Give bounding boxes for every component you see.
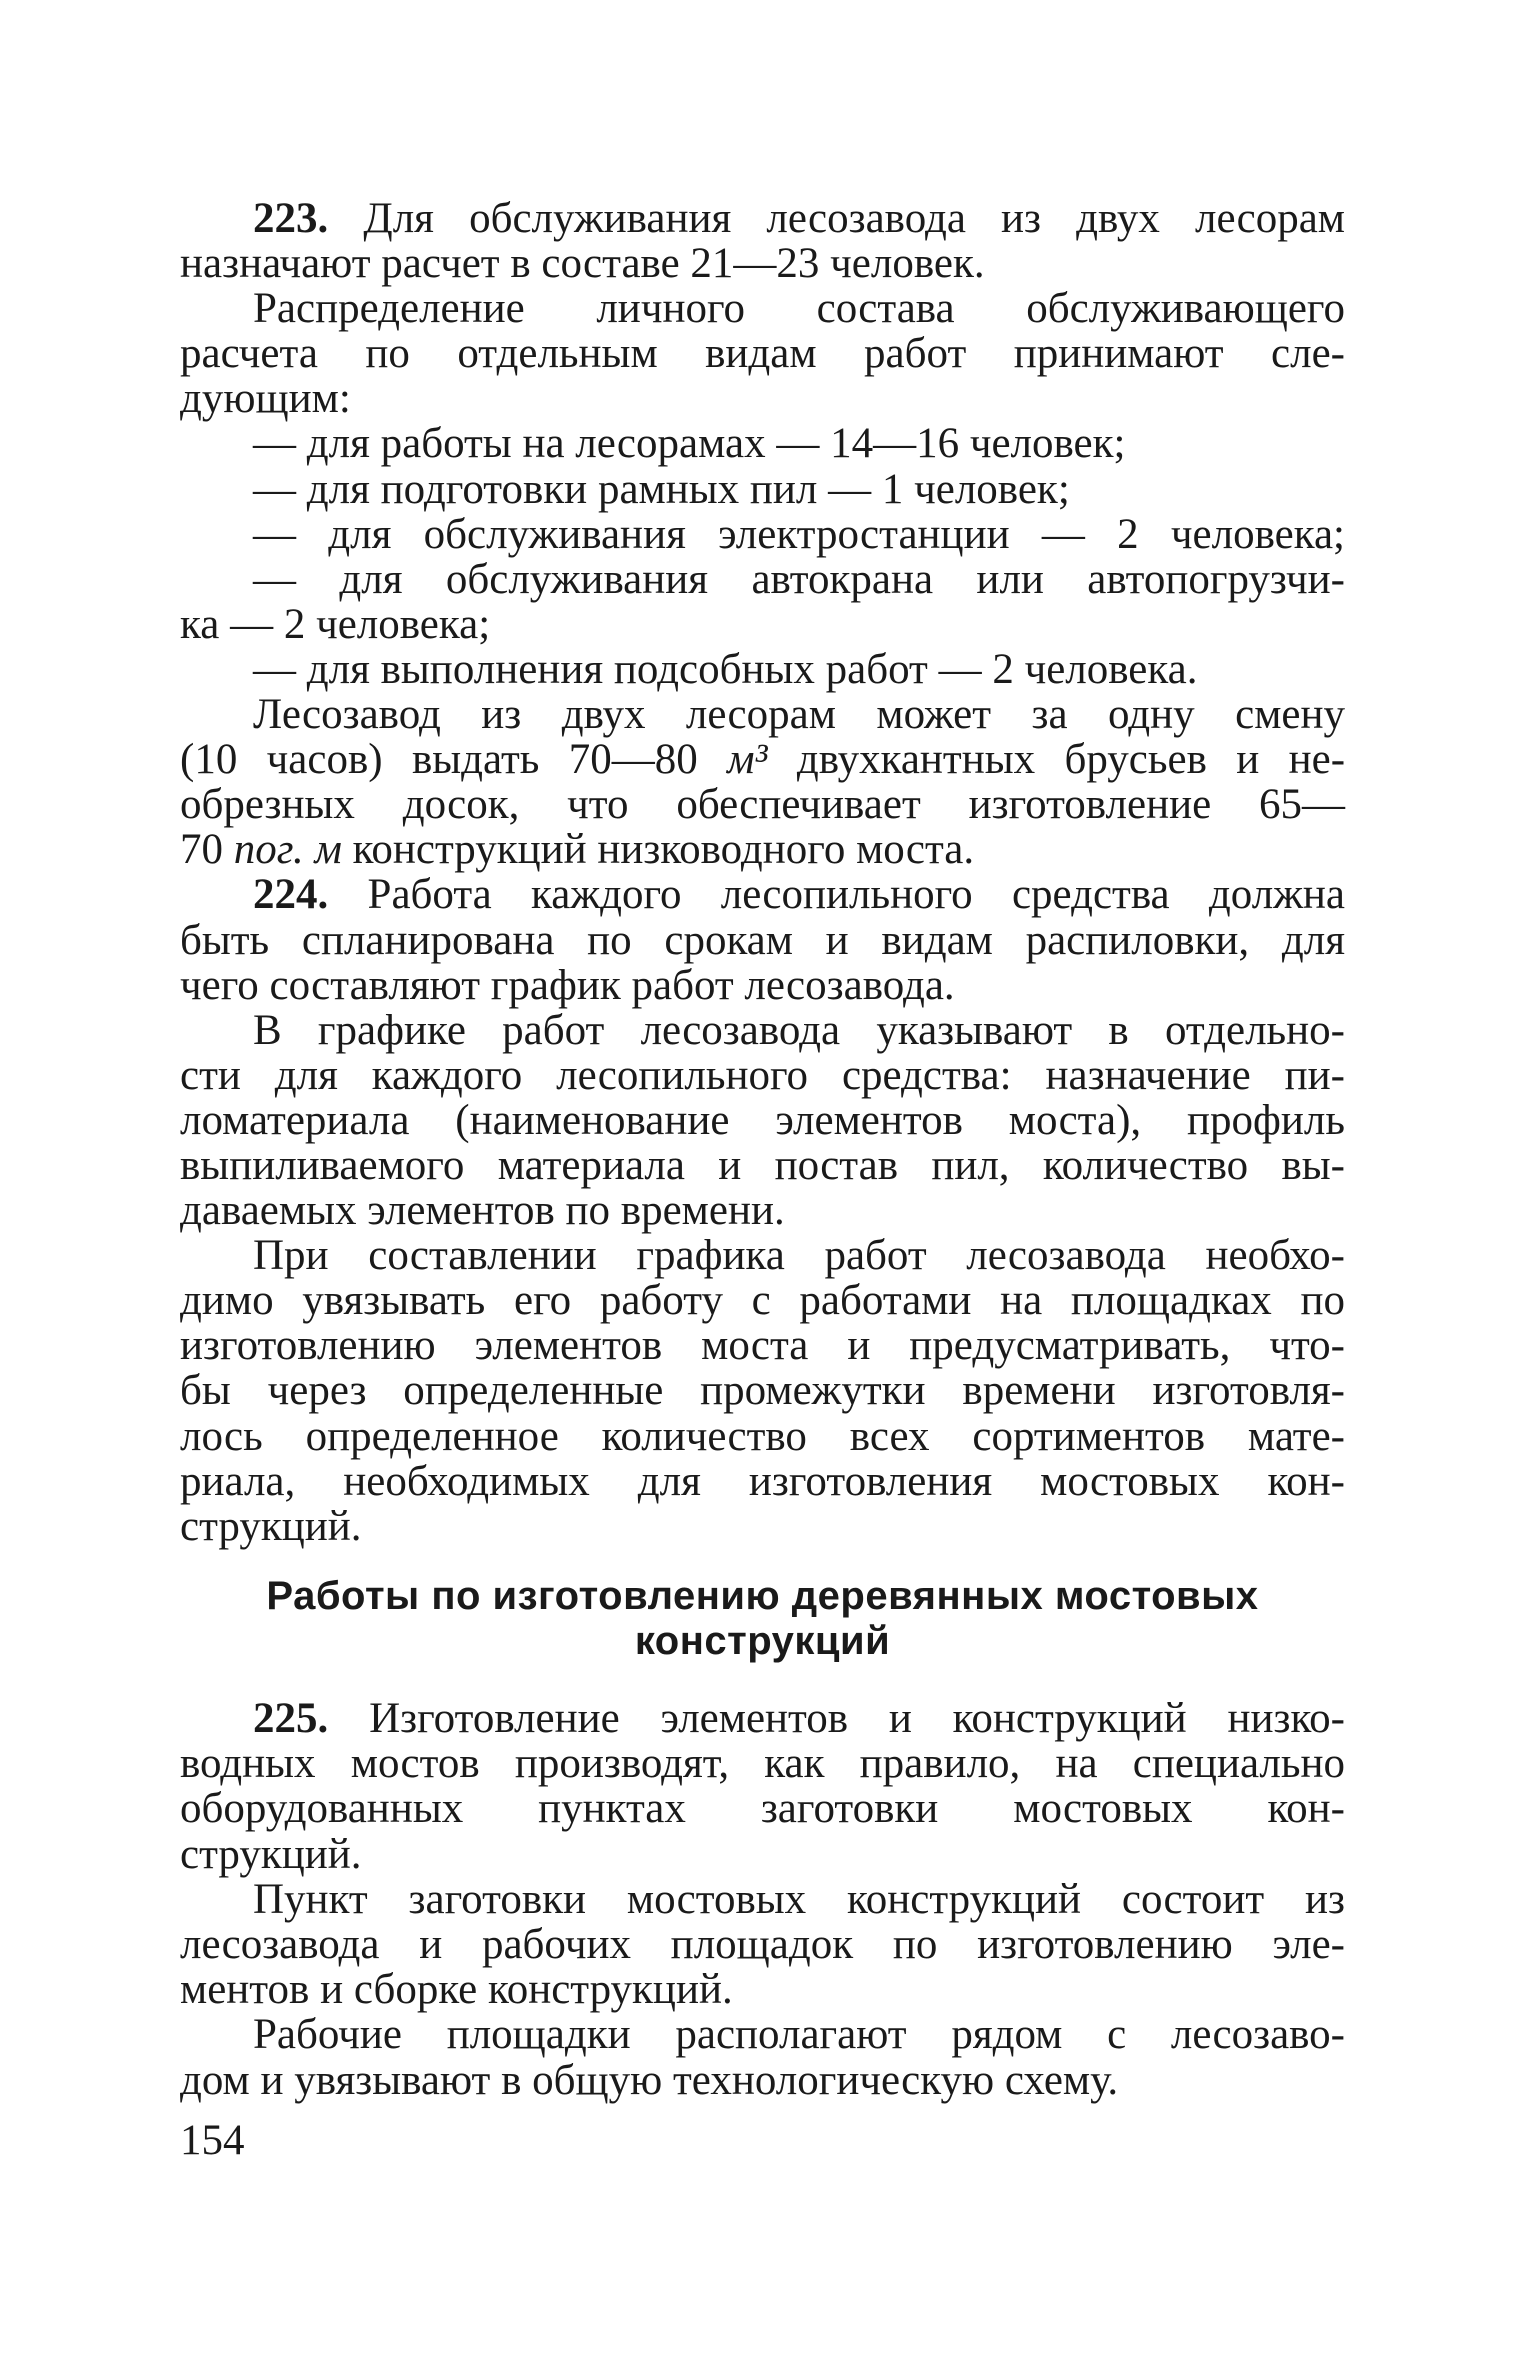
paragraph-line: быть спланирована по срокам и видам распиловки, для bbox=[180, 916, 1345, 964]
paragraph-line: струкций. bbox=[180, 1830, 362, 1878]
paragraph-line: водных мостов производят, как правило, на специально bbox=[180, 1740, 1345, 1788]
paragraph-line: Распределение личного состава обслуживающего bbox=[253, 285, 1345, 333]
paragraph-line: струкций. bbox=[180, 1502, 362, 1550]
paragraph-line: риала, необходимых для изготовления мостовых кон- bbox=[180, 1457, 1345, 1505]
unit-cubic-meter: м³ bbox=[727, 736, 768, 784]
list-item: — для обслуживания автокрана или автопогрузчи- bbox=[253, 555, 1345, 603]
paragraph-number: 223. bbox=[253, 195, 329, 242]
paragraph-line: Рабочие площадки располагают рядом с лесозаво- bbox=[253, 2011, 1345, 2059]
paragraph-line: В графике работ лесозавода указывают в отдельно- bbox=[253, 1006, 1345, 1054]
paragraph-line: ментов и сборке конструкций. bbox=[180, 1966, 733, 2014]
paragraph-line: дом и увязывают в общую технологическую схему. bbox=[180, 2056, 1119, 2104]
paragraph-line: даваемых элементов по времени. bbox=[180, 1187, 785, 1235]
paragraph-line: При составлении графика работ лесозавода необхо- bbox=[253, 1232, 1345, 1280]
paragraph-line: лесозавода и рабочих площадок по изготовлению эле- bbox=[180, 1920, 1345, 1968]
paragraph-line: Лесозавод из двух лесорам может за одну смену bbox=[253, 691, 1345, 739]
paragraph-line: оборудованных пунктах заготовки мостовых кон- bbox=[180, 1785, 1345, 1833]
list-item: — для обслуживания электростанции — 2 человека; bbox=[253, 510, 1345, 558]
paragraph-line: лось определенное количество всех сортиментов мате- bbox=[180, 1412, 1345, 1460]
paragraph-line: сти для каждого лесопильного средства: назначение пи- bbox=[180, 1051, 1345, 1099]
paragraph-line: расчета по отдельным видам работ принимают сле- bbox=[180, 330, 1345, 378]
section-heading-line-2: конструкций bbox=[634, 1619, 891, 1663]
paragraph-line: дующим: bbox=[180, 375, 351, 423]
page-number: 154 bbox=[180, 2117, 245, 2164]
paragraph-line: бы через определенные промежутки времени изготовля- bbox=[180, 1367, 1345, 1415]
list-item: — для выполнения подсобных работ — 2 человека. bbox=[253, 645, 1198, 693]
paragraph-225-line: 225. Изготовление элементов и конструкций низко- bbox=[253, 1695, 1346, 1742]
paragraph-line: назначают расчет в составе 21—23 человек. bbox=[180, 240, 985, 288]
paragraph-line: изготовлению элементов моста и предусматривать, что- bbox=[180, 1322, 1345, 1370]
list-item: — для работы на лесорамах — 14—16 человек; bbox=[253, 420, 1126, 468]
body-text-top bbox=[180, 196, 1345, 1549]
paragraph-line: димо увязывать его работу с работами на площадках по bbox=[180, 1277, 1345, 1325]
list-item-continuation: ка — 2 человека; bbox=[180, 600, 491, 648]
body-text-bottom bbox=[180, 1696, 1345, 2103]
paragraph-line: Пункт заготовки мостовых конструкций состоит из bbox=[253, 1875, 1345, 1923]
section-heading-line-1: Работы по изготовлению деревянных мостовых bbox=[266, 1574, 1259, 1618]
paragraph-number: 224. bbox=[253, 871, 329, 919]
paragraph-223-line: 223. Для обслуживания лесозавода из двух лесорам bbox=[253, 195, 1346, 242]
paragraph-line: 70 пог. м конструкций низководного моста. bbox=[180, 826, 975, 874]
paragraph-224-line: 224. Работа каждого лесопильного средства должна bbox=[253, 871, 1346, 919]
paragraph-line: чего составляют график работ лесозавода. bbox=[180, 961, 955, 1009]
unit-running-meter: пог. м bbox=[233, 826, 342, 874]
paragraph-line: ломатериала (наименование элементов моста), профиль bbox=[180, 1096, 1345, 1144]
paragraph-line: выпиливаемого материала и постав пил, количество вы- bbox=[180, 1141, 1345, 1189]
list-item: — для подготовки рамных пил — 1 человек; bbox=[253, 465, 1070, 513]
paragraph-line: обрезных досок, что обеспечивает изготовление 65— bbox=[180, 781, 1345, 829]
paragraph-line: (10 часов) выдать 70—80 м³ двухкантных брусьев и не- bbox=[180, 736, 1346, 784]
section-heading bbox=[180, 1574, 1345, 1664]
paragraph-number: 225. bbox=[253, 1695, 329, 1742]
